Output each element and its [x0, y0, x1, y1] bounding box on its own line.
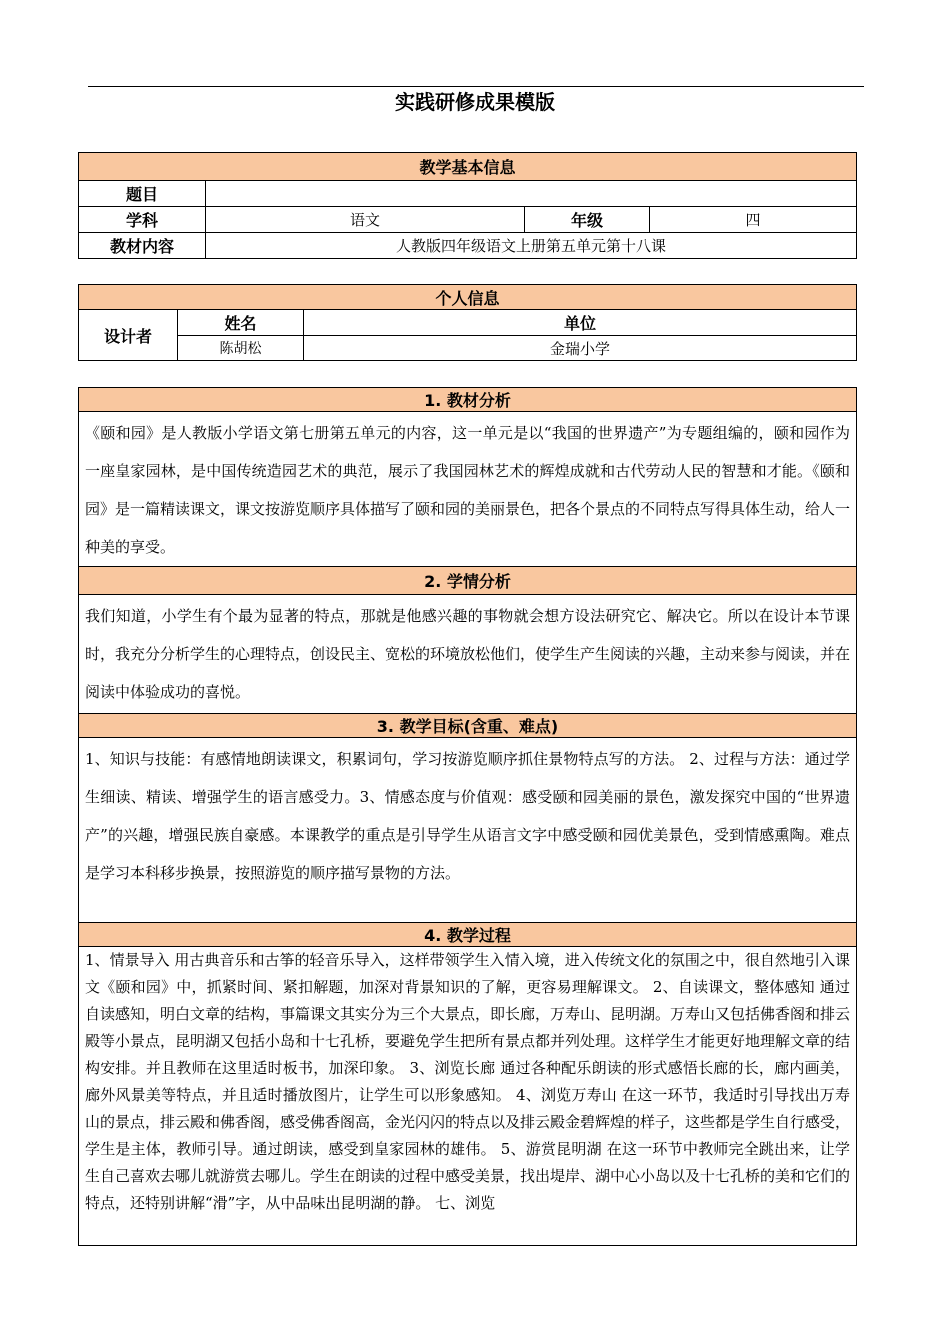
material-label: 教材内容 — [79, 233, 206, 259]
lesson-sections-table — [78, 387, 857, 1246]
unit-label: 单位 — [304, 310, 857, 336]
subject-label: 学科 — [79, 207, 206, 233]
personal-info-header: 个人信息 — [79, 285, 857, 310]
page-title: 实践研修成果模版 — [395, 90, 555, 114]
section-2-heading: 2. 学情分析 — [79, 567, 857, 595]
material-value: 人教版四年级语文上册第五单元第十八课 — [206, 233, 857, 259]
section-2-text: 我们知道，小学生有个最为显著的特点，那就是他感兴趣的事物就会想方设法研究它、解决它。所以在设计本节课时，我充分分析学生的心理特点，创设民主、宽松的环境放松他们，使学生产生阅读的兴趣，主动来参与阅读，并在阅读中体验成功的喜悦。 — [79, 595, 857, 714]
basic-info-header: 教学基本信息 — [79, 153, 857, 181]
grade-value: 四 — [650, 207, 857, 233]
subject-value: 语文 — [206, 207, 525, 233]
grade-label: 年级 — [525, 207, 650, 233]
name-label: 姓名 — [178, 310, 304, 336]
unit-value: 金瑞小学 — [304, 336, 857, 361]
section-1-text: 《颐和园》是人教版小学语文第七册第五单元的内容，这一单元是以“我国的世界遗产”为专题组编的，颐和园作为一座皇家园林，是中国传统造园艺术的典范，展示了我国园林艺术的辉煌成就和古代劳动人民的智慧和才能。《颐和园》是一篇精读课文，课文按游览顺序具体描写了颐和园的美丽景色，把各个景点的不同特点写得具体生动，给人一种美的享受。 — [79, 412, 857, 567]
header-rule — [88, 86, 864, 87]
topic-label: 题目 — [79, 181, 206, 207]
section-1-heading: 1. 教材分析 — [79, 388, 857, 412]
basic-info-table — [78, 152, 857, 259]
section-4-text: 1、情景导入 用古典音乐和古筝的轻音乐导入，这样带领学生入情入境，进入传统文化的氛围之中，很自然地引入课文《颐和园》中，抓紧时间、紧扣解题，加深对背景知识的了解，更容易理解课文。 2、自读课文，整体感知 通过自读感知，明白文章的结构，事篇课文其实分为三个大景点，即长廊，万寿山、昆明湖。万寿山又包括佛香阁和排云殿等小景点，昆明湖又包括小岛和十七孔桥，要避免学生把所有景点都并列处理。这样学生才能更好地理解文章的结构安排。并且教师在这里适时板书，加深印象。 3、浏览长廊 通过各种配乐朗读的形式感悟长廊的长，廊内画美，廊外风景美等特点，并且适时播放图片，让学生可以形象感知。 4、浏览万寿山 在这一环节，我适时引导找出万寿山的景点，排云殿和佛香阁，感受佛香阁高，金光闪闪的特点以及排云殿金碧辉煌的样子，这些都是学生自行感受，学生是主体，教师引导。通过朗读，感受到皇家园林的雄伟。 5、游赏昆明湖 在这一环节中教师完全跳出来，让学生自己喜欢去哪儿就游赏去哪儿。学生在朗读的过程中感受美景，找出堤岸、湖中心小岛以及十七孔桥的美和它们的特点，还特别讲解“滑”字，从中品味出昆明湖的静。 七、浏览 — [79, 947, 857, 1246]
name-value: 陈胡松 — [178, 336, 304, 361]
personal-info-table — [78, 284, 857, 361]
section-3-text: 1、知识与技能：有感情地朗读课文，积累词句，学习按游览顺序抓住景物特点写的方法。 2、过程与方法：通过学生细读、精读、增强学生的语言感受力。3、情感态度与价值观：感受颐和园美丽的景色，激发探究中国的“世界遗产”的兴趣，增强民族自豪感。本课教学的重点是引导学生从语言文字中感受颐和园优美景色，受到情感熏陶。难点是学习本科移步换景，按照游览的顺序描写景物的方法。 — [79, 738, 857, 923]
topic-value — [206, 181, 857, 207]
section-4-heading: 4. 教学过程 — [79, 923, 857, 947]
designer-label: 设计者 — [79, 310, 178, 361]
section-3-heading: 3. 教学目标(含重、难点) — [79, 714, 857, 738]
